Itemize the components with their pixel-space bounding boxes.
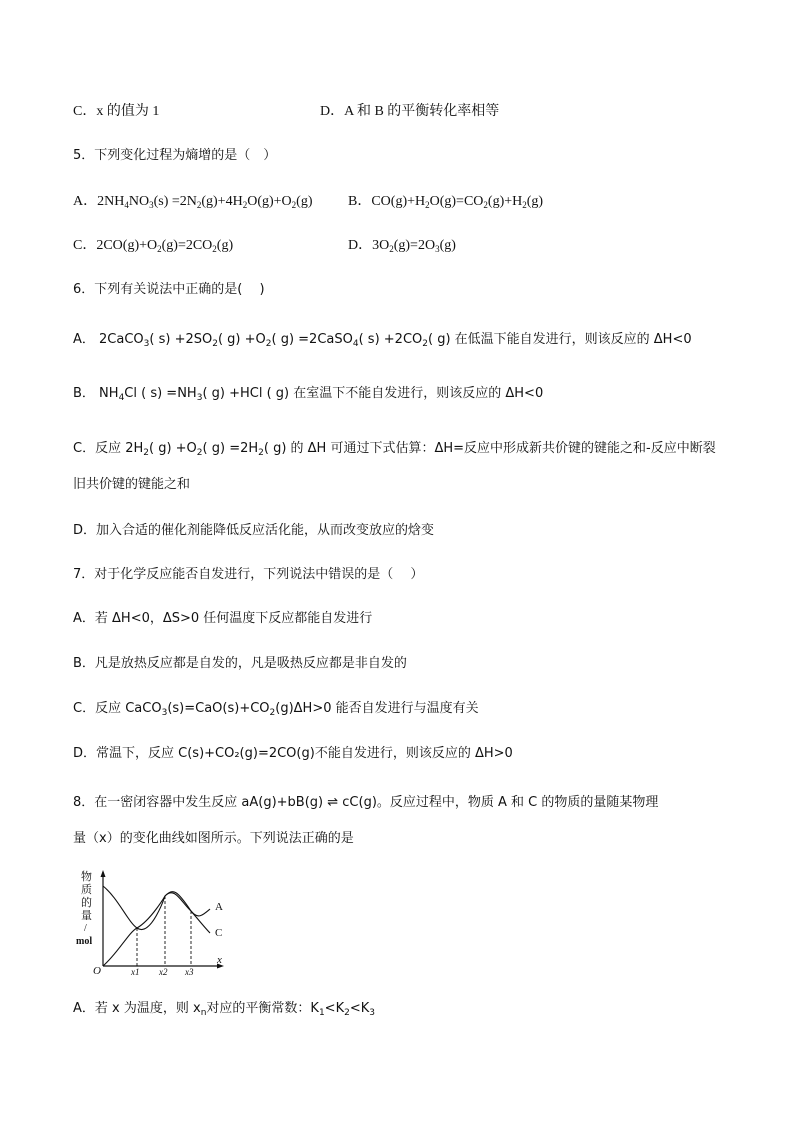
q6-option-b: B． $NH_4Cl$ ( $s) =NH_3$( g) +HCl ( g) 在室温下不能自发进行，则该反应的 ΔH<0	[73, 386, 544, 403]
question-8-line2: 量（x）的变化曲线如图所示。下列说法正确的是	[73, 831, 354, 846]
q7-option-b: B．凡是放热反应都是自发的，凡是吸热反应都是非自发的	[73, 656, 407, 671]
amount-vs-x-graph	[73, 868, 233, 976]
tick-x3: x3	[185, 967, 194, 976]
tick-x2: x2	[159, 967, 168, 976]
origin-label: O	[93, 965, 101, 976]
y-label-char: /	[84, 923, 87, 934]
q5-option-a: A．$2NH_4NO_3(s) =2N_2(g)+4H_2O(g)+O_2(g)$	[73, 194, 313, 210]
y-label-char: 的	[81, 897, 92, 909]
y-label-char: 质	[81, 884, 92, 896]
question-8-line1: 8．在一密闭容器中发生反应 aA(g)+bB(g) ⇌ cC(g)。反应过程中，物质 A 和 C 的物质的量随某物理	[73, 795, 659, 810]
x-axis-label: x	[217, 954, 222, 966]
q4-option-d: D．A 和 B 的平衡转化率相等	[320, 104, 500, 119]
q6-option-d: D．加入合适的催化剂能降低反应活化能，从而改变放应的焓变	[73, 523, 435, 538]
q4-option-c: C．x 的值为 1	[73, 104, 160, 119]
q8-option-a: A．若 x 为温度，则 $x_n$对应的平衡常数：$K_1<K_2<K_3$	[73, 1001, 375, 1018]
q6-option-c-line2: 旧共价键的键能之和	[73, 477, 191, 492]
curve-label-c: C	[215, 927, 223, 939]
question-5: 5．下列变化过程为熵增的是（ ）	[73, 148, 277, 163]
q7-option-a: A．若 ΔH<0，ΔS>0 任何温度下反应都能自发进行	[73, 611, 373, 626]
y-label-char: 量	[81, 910, 92, 922]
question-6: 6．下列有关说法中正确的是( )	[73, 282, 265, 297]
y-axis-arrow	[101, 870, 106, 877]
q6-option-c-line1: C．反应 $2H_2$( $g) +O_2$( $g) =2H_2$( g) 的 ΔH 可通过下式估算：ΔH=反应中形成新共价键的键能之和-反应中断裂	[73, 441, 716, 458]
q7-option-c: C．反应 $CaCO_3(s)=CaO(s)+CO_2(g)\Delta H>0$ 能否自发进行与温度有关	[73, 701, 479, 718]
tick-x1: x1	[131, 967, 140, 976]
q5-option-b: B．$CO(g)+H_2O(g)=CO_2(g)+H_2(g)$	[348, 194, 544, 210]
curve-label-a: A	[215, 901, 223, 913]
y-label-char: mol	[76, 936, 93, 947]
q7-option-d: D．常温下，反应 C(s)+CO₂(g)=2CO(g)不能自发进行，则该反应的 ΔH>0	[73, 746, 513, 761]
q5-option-c: C．$2CO(g)+O_2(g)=2CO_2(g)$	[73, 238, 234, 254]
q6-option-a: A． 2CaCO$_3$( $s) +2SO_2$( $g) +O_2$( g) =2CaSO$_4$( $s) +2CO_2$( g) 在低温下能自发进行，则该反应的 ΔH<0	[73, 332, 692, 349]
q5-option-d: D．$3O_2(g)=2O_3(g)$	[348, 238, 456, 254]
y-label-char: 物	[81, 871, 92, 883]
question-7: 7．对于化学反应能否自发进行，下列说法中错误的是（ ）	[73, 567, 424, 582]
